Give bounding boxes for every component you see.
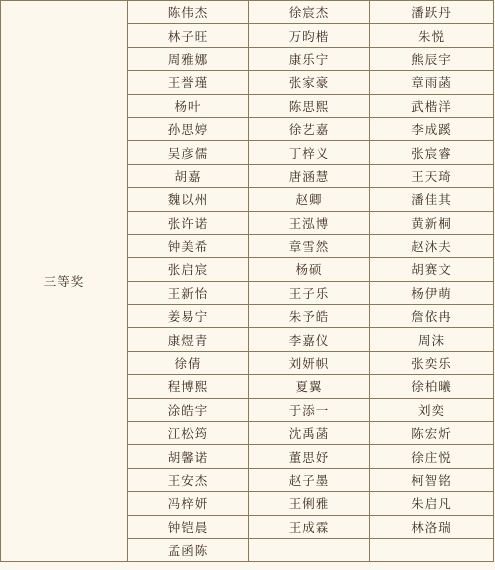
name-cell: 江松筠 xyxy=(128,422,249,445)
name-cell: 王新怡 xyxy=(128,281,249,304)
name-cell: 康乐宁 xyxy=(249,47,370,70)
name-cell: 陈伟杰 xyxy=(128,1,249,24)
award-table-body xyxy=(1,1,494,562)
name-cell: 丁梓义 xyxy=(249,141,370,164)
name-cell: 姜易宁 xyxy=(128,305,249,328)
name-cell: 章雨菡 xyxy=(370,71,494,94)
name-cell: 王誉瑾 xyxy=(128,71,249,94)
name-cell: 杨叶 xyxy=(128,94,249,117)
name-cell: 康煜青 xyxy=(128,328,249,351)
name-cell: 王泓博 xyxy=(249,211,370,234)
name-cell: 赵沐夫 xyxy=(370,234,494,257)
name-cell: 朱悦 xyxy=(370,24,494,47)
name-cell: 杨伊萌 xyxy=(370,281,494,304)
name-cell: 程博熙 xyxy=(128,375,249,398)
award-category-cell: 三等奖 xyxy=(1,1,128,562)
name-cell: 徐艺嘉 xyxy=(249,117,370,140)
name-cell: 林子旺 xyxy=(128,24,249,47)
name-cell: 吴彦儒 xyxy=(128,141,249,164)
name-cell: 唐涵慧 xyxy=(249,164,370,187)
name-cell: 徐倩 xyxy=(128,351,249,374)
name-cell: 于添一 xyxy=(249,398,370,421)
name-cell: 朱启凡 xyxy=(370,492,494,515)
name-cell: 李嘉仪 xyxy=(249,328,370,351)
name-cell: 张奕乐 xyxy=(370,351,494,374)
name-cell: 赵卿 xyxy=(249,188,370,211)
name-cell: 刘妍帜 xyxy=(249,351,370,374)
name-cell: 李成蹊 xyxy=(370,117,494,140)
name-cell: 魏以州 xyxy=(128,188,249,211)
name-cell: 詹依冉 xyxy=(370,305,494,328)
name-cell: 钟铠晨 xyxy=(128,515,249,538)
name-cell: 柯智铭 xyxy=(370,468,494,491)
name-cell: 涂皓宇 xyxy=(128,398,249,421)
name-cell: 万昀楷 xyxy=(249,24,370,47)
name-cell: 徐庄悦 xyxy=(370,445,494,468)
name-cell: 武楷洋 xyxy=(370,94,494,117)
table-row xyxy=(1,1,494,24)
name-cell: 董思妤 xyxy=(249,445,370,468)
name-cell: 胡馨诺 xyxy=(128,445,249,468)
name-cell: 张许诺 xyxy=(128,211,249,234)
name-cell: 章雪然 xyxy=(249,234,370,257)
name-cell: 沈禹菡 xyxy=(249,422,370,445)
name-cell: 钟美希 xyxy=(128,234,249,257)
name-cell: 周雅娜 xyxy=(128,47,249,70)
name-cell: 熊辰宇 xyxy=(370,47,494,70)
name-cell: 张宸睿 xyxy=(370,141,494,164)
name-cell: 周沫 xyxy=(370,328,494,351)
name-cell: 徐柏曦 xyxy=(370,375,494,398)
name-cell: 陈宏炘 xyxy=(370,422,494,445)
name-cell: 朱予皓 xyxy=(249,305,370,328)
name-cell: 潘跃丹 xyxy=(370,1,494,24)
name-cell: 潘佳其 xyxy=(370,188,494,211)
name-cell: 胡赛文 xyxy=(370,258,494,281)
name-cell: 孙思婷 xyxy=(128,117,249,140)
name-cell: 胡嘉 xyxy=(128,164,249,187)
name-cell: 冯梓妍 xyxy=(128,492,249,515)
name-cell: 赵子墨 xyxy=(249,468,370,491)
name-cell: 夏翼 xyxy=(249,375,370,398)
name-cell: 张启宸 xyxy=(128,258,249,281)
name-cell: 孟函陈 xyxy=(128,538,249,561)
name-cell: 王天琦 xyxy=(370,164,494,187)
name-cell: 杨硕 xyxy=(249,258,370,281)
name-cell: 黄新桐 xyxy=(370,211,494,234)
name-cell: 林洛瑞 xyxy=(370,515,494,538)
name-cell: 王子乐 xyxy=(249,281,370,304)
name-cell: 刘奕 xyxy=(370,398,494,421)
name-cell: 徐宸杰 xyxy=(249,1,370,24)
name-cell: 张家豪 xyxy=(249,71,370,94)
name-cell: 陈思熙 xyxy=(249,94,370,117)
name-cell xyxy=(370,538,494,561)
name-cell: 王俐雅 xyxy=(249,492,370,515)
name-cell xyxy=(249,538,370,561)
name-cell: 王成霖 xyxy=(249,515,370,538)
name-cell: 王安杰 xyxy=(128,468,249,491)
